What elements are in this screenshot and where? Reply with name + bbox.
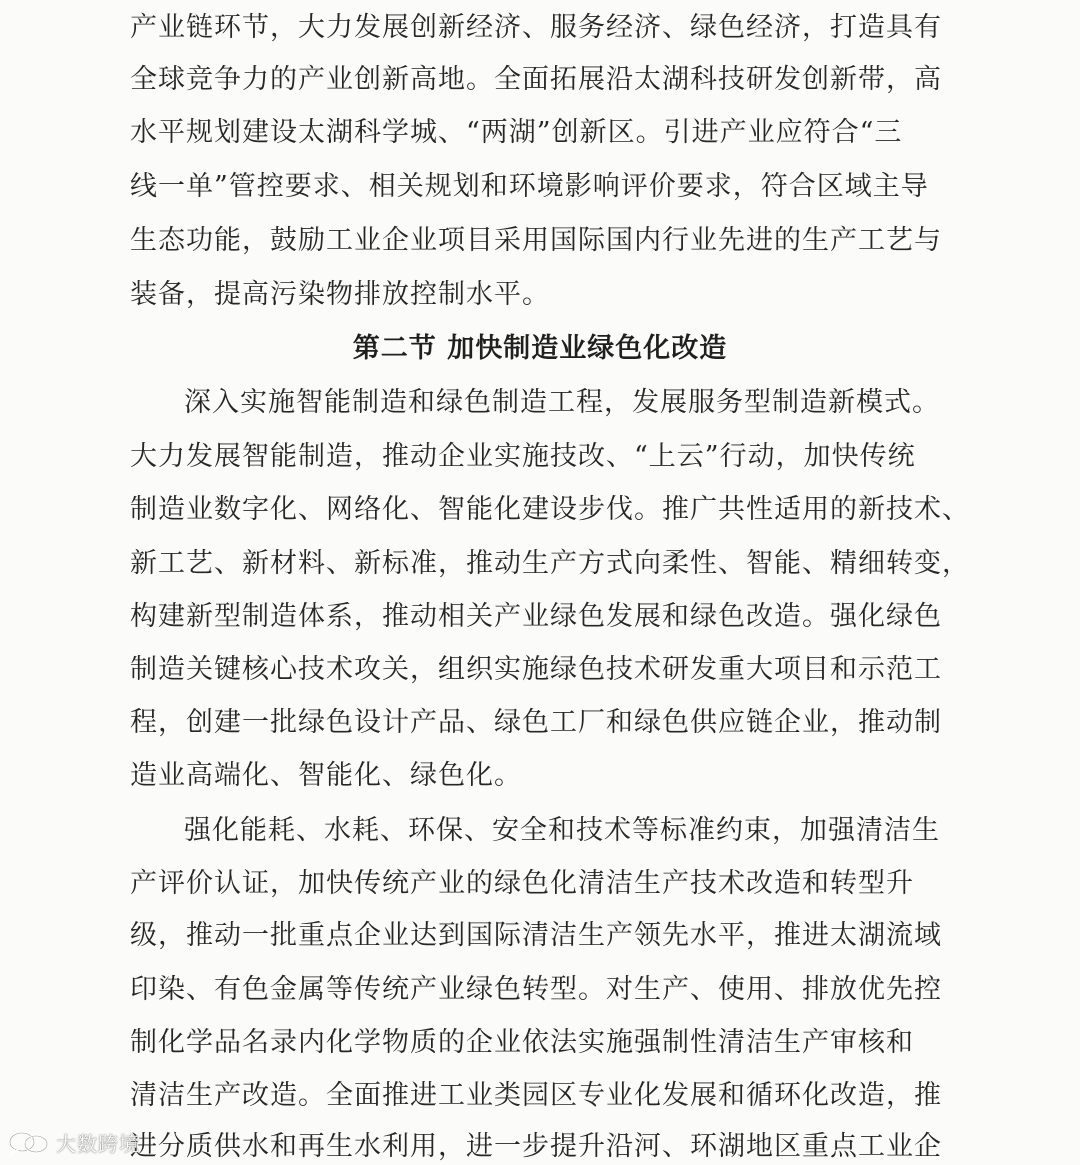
text-line: 强化能耗、水耗、环保、安全和技术等标准约束，加强清洁生 [184,815,940,846]
text-line: 级，推动一批重点企业达到国际清洁生产领先水平，推进太湖流域 [130,920,942,951]
watermark [8,1128,140,1157]
text-line: 制造关键核心技术攻关，组织实施绿色技术研发重大项目和示范工 [130,654,942,685]
text-line: 大力发展智能制造，推动企业实施技改、“上云”行动，加快传统 [130,441,916,472]
watermark-text: 大数跨境 [56,1132,140,1156]
chat-bubble-logo-icon [8,1130,50,1156]
text-line: 深入实施智能制造和绿色制造工程，发展服务型制造新模式。 [184,387,940,418]
text-line: 全球竞争力的产业创新高地。全面拓展沿太湖科技研发创新带，高 [130,64,942,95]
text-line: 构建新型制造体系，推动相关产业绿色发展和绿色改造。强化绿色 [130,601,942,632]
text-line: 新工艺、新材料、新标准，推动生产方式向柔性、智能、精细转变， [130,548,970,579]
text-line: 印染、有色金属等传统产业绿色转型。对生产、使用、排放优先控 [130,974,942,1005]
text-line: 清洁生产改造。全面推进工业类园区专业化发展和循环化改造，推 [130,1080,942,1111]
section-heading: 第二节 加快制造业绿色化改造 [352,333,728,364]
text-line: 产评价认证，加快传统产业的绿色化清洁生产技术改造和转型升 [130,868,914,899]
text-line: 程，创建一批绿色设计产品、绿色工厂和绿色供应链企业，推动制 [130,707,942,738]
text-line: 线一单”管控要求、相关规划和环境影响评价要求，符合区域主导 [130,171,929,202]
text-line: 制造业数字化、网络化、智能化建设步伐。推广共性适用的新技术、 [130,494,970,525]
text-line: 产业链环节，大力发展创新经济、服务经济、绿色经济，打造具有 [130,12,942,43]
text-line: 进分质供水和再生水利用，进一步提升沿河、环湖地区重点工业企 [130,1131,942,1162]
text-line: 造业高端化、智能化、绿色化。 [130,760,522,791]
text-line: 制化学品名录内化学物质的企业依法实施强制性清洁生产审核和 [130,1027,914,1058]
text-line: 水平规划建设太湖科学城、“两湖”创新区。引进产业应符合“三 [130,117,903,148]
text-line: 生态功能，鼓励工业企业项目采用国际国内行业先进的生产工艺与 [130,225,942,256]
text-line: 装备，提高污染物排放控制水平。 [130,279,550,310]
